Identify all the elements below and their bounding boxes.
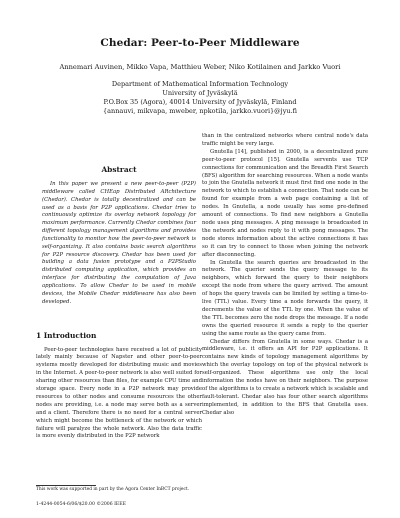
affiliation-university: University of Jyväskylä (162, 89, 238, 97)
abstract-text: In this paper we present a new peer-to-peer (P2P) middleware called CHEap Distributed ARchitecture (Chedar). Chedar is totally decentralized and can be used as a basis for P2P applications. Chedar tries to continuously optimize its overlay network topology for maximum performance. Currently Chedar combines four different topology management algorithms and provides functionality to monitor how the peer-to-peer network is self-organizing. It also contains basic search algorithms for P2P resource discovery. Chedar has been used for building a data fusion prototype and a P2PStudio distributed computing application, which provides an interface for distributing the computation of Java applications. To allow Chedar to be used in mobile devices, the Mobile Chedar middleware has also been developed. (42, 181, 196, 305)
right-column (202, 133, 368, 418)
affiliation-address: P.O.Box 35 (Agora), 40014 University of Jyväskylä, Finland (103, 98, 297, 106)
body-paragraph: Gnutella [14], published in 2000, is a decentralized pure peer-to-peer protocol [15]. Gnutella servents use TCP connections for communication and the Breadth First Search (BFS) algorithm for searching resources. When a node wants to join the Gnutella network it must first find one node in the network to which to establish a connection. That node can be found for example from a web page containing a list of nodes. In Gnutella, a node usually has some pre-defined amount of connections. To find new neighbors a Gnutella node uses ping messages. A ping message is broadcasted in the network and nodes reply to it with pong messages. The node stores information about the active connections it has so it can try to connect to those when joining the network after disconnecting. (202, 148, 368, 258)
left-column (36, 138, 202, 441)
introduction-paragraph: Peer-to-peer technologies have received a lot of publicity lately mainly because of Napster and other peer-to-peer systems mostly developed for distributing music and movies in the Internet. A peer-to-peer network is also well suited for sharing other resources than files, for example CPU time and storage space. Every node in a P2P network may provide resources to other nodes and consume resources the other nodes are providing, i.e. a node may serve both as a server and a client. Therefore there is no need for a central server which might become the bottleneck of the network or which failure will paralyze the whole network. Also the data traffic is more evenly distributed in the P2P network (36, 346, 202, 440)
author-list: Annemari Auvinen, Mikko Vapa, Matthieu Weber, Niko Kotilainen and Jarkko Vuori (59, 63, 341, 71)
abstract-heading: Abstract (101, 165, 137, 174)
affiliation-department: Department of Mathematical Information Technology (111, 80, 289, 88)
body-paragraph: than in the centralized networks where central node's data traffic might be very large. (202, 133, 368, 147)
introduction-heading: 1 Introduction (36, 330, 97, 340)
body-paragraph: Chedar differs from Gnutella in some ways. Chedar is a middleware, i.e. it offers an API for P2P applications. It contains new kinds of topology management algorithms by which the overlay topology on top of the physical network is self-organized. These algorithms use only the local information the nodes have on their neighbors. The purpose of the algorithms is to create a network which is scalable and fault-tolerant. Chedar also has four other search algorithms implemented, in addition to the BFS that Gnutella uses. Chedar also (202, 338, 368, 416)
affiliation-emails: {annauvi, mikvapa, mweber, npkotila, jarkko.vuori}@jyu.fi (103, 107, 297, 115)
affiliation-block (0, 80, 400, 116)
copyright-line: 1-4244-0054-6/06/$20.00 ©2006 IEEE (36, 502, 126, 507)
footnote: This work was supported in part by the Agora Center InBCT project. (36, 487, 190, 492)
body-paragraph: In Gnutella the search queries are broadcasted in the network. The querier sends the query message to its neighbors, which forward the query to their neighbors except the node from where the query arrived. The amount of hops the query travels can be limited by setting a time-to-live (TTL) value. Every time a node forwards the query, it decrements the value of the TTL by one. When the value of the TTL becomes zero the node drops the message. If a node owns the queried resource it sends a reply to the querier using the same route as the query came from. (202, 259, 368, 337)
footnote-divider (36, 485, 96, 486)
paper-title: Chedar: Peer-to-Peer Middleware (100, 37, 300, 49)
